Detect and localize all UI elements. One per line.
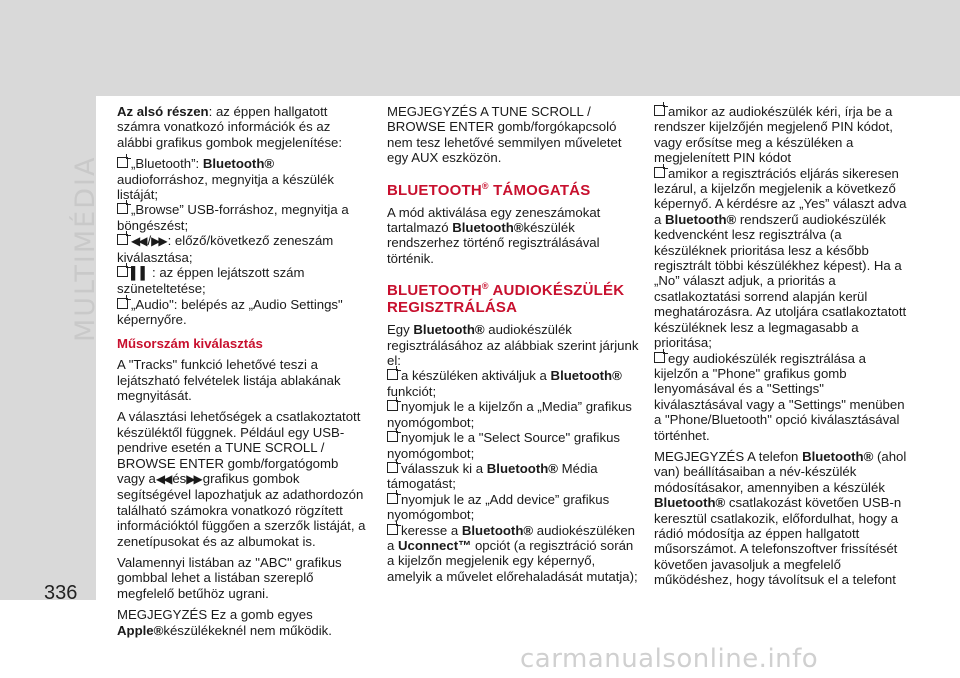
paragraph: A választási lehetőségek a csatlakoztatott készüléktől függnek. Például egy USB-pendrive esetén a TUNE SCROLL / BROWSE ENTER gomb/forgatógomb vagy a◀◀ és▶▶ grafikus gombok segítségével lapozhatjuk az adathordozón található számokra vonatkozó rögzített információktól függően a szerzők listáját, a zenetípusokat és az albumokat is. xyxy=(117,409,366,549)
list-item: válasszuk ki a Bluetooth® Média támogatást; xyxy=(387,460,598,492)
column-3 xyxy=(654,104,910,594)
checkbox-bullet-icon xyxy=(654,167,665,178)
checkbox-bullet-icon xyxy=(387,493,398,504)
heading-bluetooth-support: BLUETOOTH® TÁMOGATÁS xyxy=(387,180,591,199)
checkbox-bullet-icon xyxy=(387,524,398,535)
list-item: keresse a Bluetooth® audiokészüléken a Uconnect™ opciót (a regisztráció során a kijelzőn megjelenik egy képernyő, amelyik a művelet előrehaladását mutatja); xyxy=(387,522,638,584)
paragraph-note: MEGJEGYZÉS A telefon Bluetooth® (ahol van) beállításaiban a név-készülék módosításakor, amennyiben a készülék Bluetooth® csatlakozást követően USB-n keresztül csatlakozik, előfordulhat, hogy a rádió módosítja az éppen hallgatott műsorszámot. A telefonszoftver frissítését követően javasoljuk a megfelelő működéshez, hogy távolítsuk el a telefont xyxy=(654,448,907,588)
column-1 xyxy=(117,104,367,644)
checkbox-bullet-icon xyxy=(387,431,398,442)
checkbox-bullet-icon xyxy=(654,352,665,363)
paragraph-bottom-section: Az alsó részen: az éppen hallgatott számra vonatkozó információk és az alábbi grafikus gombok megjelenítése: xyxy=(117,104,343,150)
checkbox-bullet-icon xyxy=(654,105,665,116)
list-item: „Browse” USB-forráshoz, megnyitja a böngészést; xyxy=(117,202,349,233)
checkbox-bullet-icon xyxy=(117,203,128,214)
heading-bluetooth-registration: BLUETOOTH® AUDIOKÉSZÜLÉK REGISZTRÁLÁSA xyxy=(387,281,625,317)
checkbox-bullet-icon xyxy=(387,369,398,380)
paragraph: Egy Bluetooth® audiokészülék regisztrálásához az alábbiak szerint járjunk el: xyxy=(387,322,639,369)
checkbox-bullet-icon xyxy=(117,234,128,245)
next-track-icon: ▶▶ xyxy=(151,234,166,249)
next-track-icon: ▶▶ xyxy=(186,471,201,486)
paragraph-note: MEGJEGYZÉS A TUNE SCROLL / BROWSE ENTER gomb/forgókapcsoló nem tesz lehetővé semmilyen műveletet egy AUX eszközön. xyxy=(387,104,622,166)
list-item: amikor az audiokészülék kéri, írja be a rendszer kijelzőjén megjelenő PIN kódot, vagy erősítse meg a készüléken a megjelenített PIN kódot xyxy=(654,104,893,166)
checkbox-bullet-icon xyxy=(117,157,128,168)
list-item: amikor a regisztrációs eljárás sikeresen lezárul, a kijelzőn megjelenik a következő képernyő. A kérdésre az „Yes” választ adva a Bluetooth® rendszerű audiokészülék kedvencként lesz regisztrálva (a készüléknek prioritása lesz a később regisztrált többi készülékhez képest). Ha a „No” választ adjuk, a prioritás a csatlakoztatási sorrend alapján kerül meghatározásra. Az utoljára csatlakoztatott készüléknek lesz a legmagasabb a prioritása; xyxy=(654,165,907,351)
checkbox-bullet-icon xyxy=(387,462,398,473)
list-item: ◀◀ /▶▶ : előző/következő zeneszám kiválasztása; xyxy=(117,233,334,265)
previous-track-icon: ◀◀ xyxy=(131,234,146,249)
previous-track-icon: ◀◀ xyxy=(155,471,171,486)
header-band xyxy=(0,0,960,96)
checkbox-bullet-icon xyxy=(117,298,128,309)
watermark: carmanualsonline.info xyxy=(520,644,819,674)
list-item: „Audio": belépés az „Audio Settings" képernyőre. xyxy=(117,296,343,328)
list-item: nyomjuk le a kijelzőn a „Media” grafikus nyomógombot; xyxy=(387,399,632,430)
list-item: egy audiokészülék regisztrálása a kijelzőn a "Phone" grafikus gomb lenyomásával és a "Settings" kiválasztásával vagy a "Settings" menüben a "Phone/Bluetooth" opció kiválasztásával történhet. xyxy=(654,350,905,443)
paragraph: A mód aktiválása egy zeneszámokat tartalmazó Bluetooth®készülék rendszerhez történő regisztrálásával történik. xyxy=(387,204,601,266)
section-label: MULTIMÉDIA xyxy=(70,155,101,342)
checkbox-bullet-icon xyxy=(117,266,128,277)
paragraph: A "Tracks" funkció lehetővé teszi a lejátszható felvételek listája ablakának megnyitását. xyxy=(117,357,341,403)
list-item: a készüléken aktiváljuk a Bluetooth® funkciót; xyxy=(387,368,622,399)
list-item: nyomjuk le az „Add device” grafikus nyomógombot; xyxy=(387,491,610,523)
list-item: „Bluetooth”: Bluetooth® audioforráshoz, megnyitja a készülék listáját; xyxy=(117,156,334,203)
paragraph: Valamennyi listában az "ABC" grafikus gombbal lehet a listában szereplő megfelelő betűhöz ugrani. xyxy=(117,554,342,601)
list-item: ▌▌ : az éppen lejátszott szám szüneteltetése; xyxy=(117,265,305,297)
column-2 xyxy=(387,104,639,584)
page-number: 336 xyxy=(44,582,78,604)
checkbox-bullet-icon xyxy=(387,400,398,411)
pause-icon: ▌▌ xyxy=(131,266,151,281)
heading-track-selection: Műsorszám kiválasztás xyxy=(117,335,263,351)
list-item: nyomjuk le a "Select Source" grafikus nyomógombot; xyxy=(387,430,620,461)
paragraph-note: MEGJEGYZÉS Ez a gomb egyes Apple®készülékeknél nem működik. xyxy=(117,607,332,638)
